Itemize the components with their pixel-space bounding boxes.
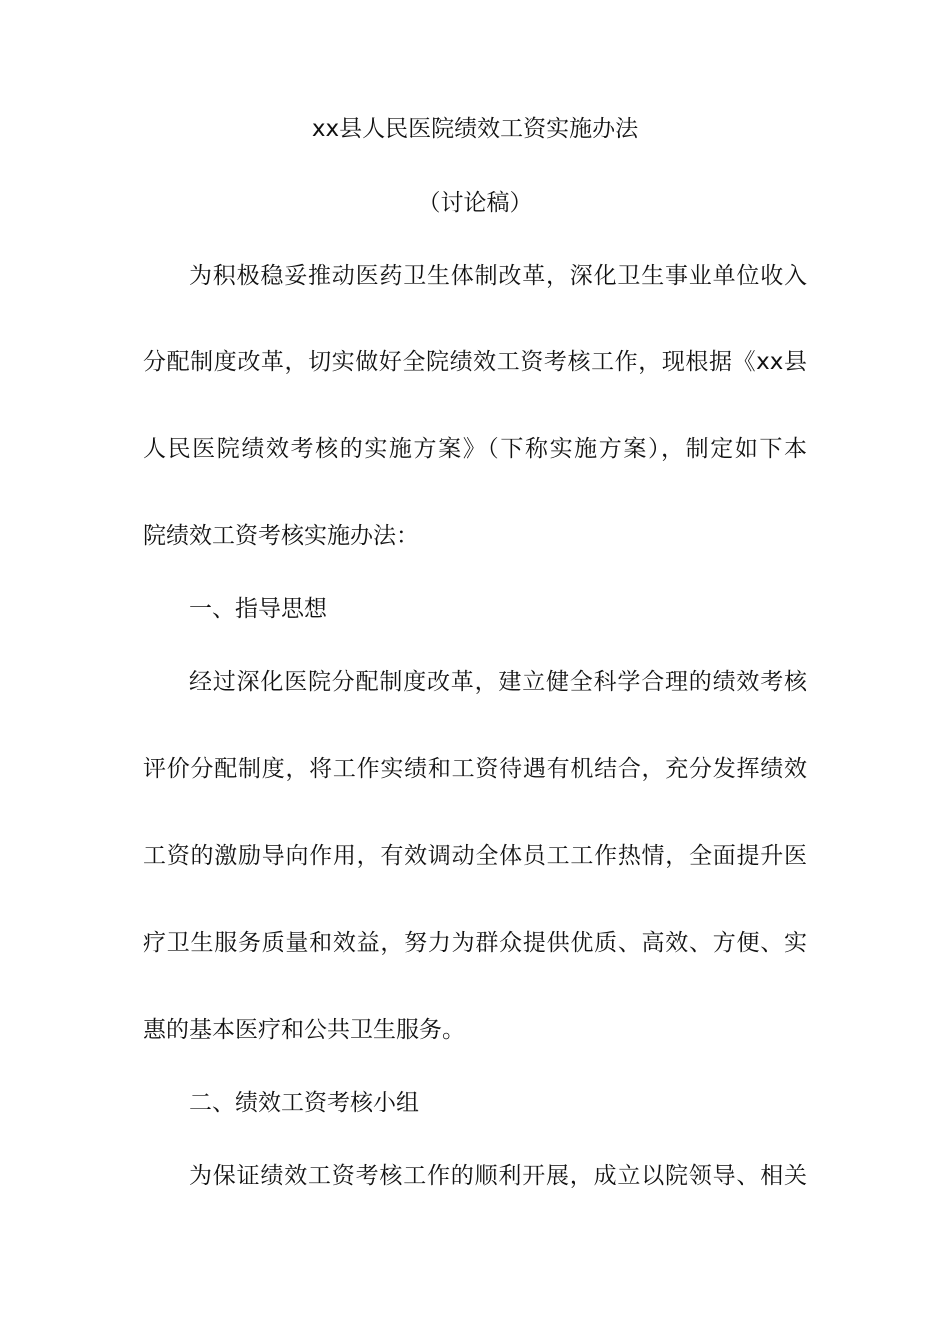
section1-line-4: 疗卫生服务质量和效益，努力为群众提供优质、高效、方便、实 <box>143 930 807 956</box>
intro-line-1: 为积极稳妥推动医药卫生体制改革，深化卫生事业单位收入 <box>189 263 807 289</box>
document-subtitle: （讨论稿） <box>417 190 533 216</box>
section1-line-5: 惠的基本医疗和公共卫生服务。 <box>143 1017 465 1043</box>
section1-line-2: 评价分配制度，将工作实绩和工资待遇有机结合，充分发挥绩效 <box>143 756 807 782</box>
intro-line-3: 人民医院绩效考核的实施方案》（下称实施方案），制定如下本 <box>143 436 807 462</box>
section-heading-1: 一、指导思想 <box>189 596 327 622</box>
document-title: xx县人民医院绩效工资实施办法 <box>311 116 639 142</box>
intro-line-2: 分配制度改革，切实做好全院绩效工资考核工作，现根据《xx县 <box>143 349 807 375</box>
section1-line-3: 工资的激励导向作用，有效调动全体员工工作热情，全面提升医 <box>143 843 807 869</box>
section2-line-1: 为保证绩效工资考核工作的顺利开展，成立以院领导、相关 <box>189 1163 807 1189</box>
intro-line-4: 院绩效工资考核实施办法： <box>143 523 419 549</box>
section-heading-2: 二、绩效工资考核小组 <box>189 1090 419 1116</box>
section1-line-1: 经过深化医院分配制度改革，建立健全科学合理的绩效考核 <box>189 669 807 695</box>
